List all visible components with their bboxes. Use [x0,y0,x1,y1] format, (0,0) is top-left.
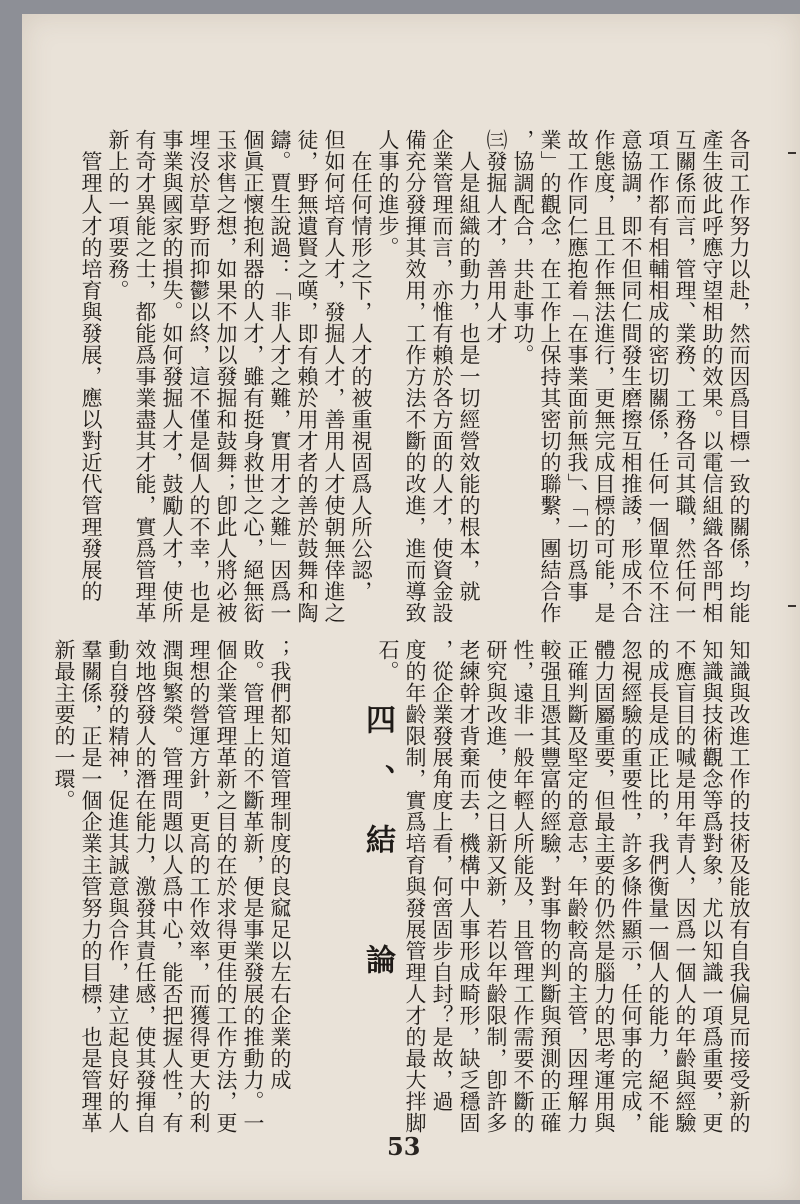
text-column-top: 各司工作努力以赴，然而因爲目標一致的關係，均能 產生彼此呼應守望相助的效果。以電信組織各部門相 互關係而言，管理、業務、工務各司其職，然任何一 項工作都有相輔相成的密切關係，任何一個單位不注 意協調，即不但同仁間發生磨擦互相推諉，形成不合 作態度，且工作無法進行，更無完成目標的可能，是 故工作同仁應抱着「在事業面前無我」、「一切爲事 業」的觀念，在工作上保持其密切的聯繫，團結合作 ，協調配合，共赴事功。 ㈢發掘人才，善用人才 人是組織的動力，也是一切經營效能的根本，就 企業管理而言，亦惟有賴於各方面的人才，使資金設 備充分發揮其效用，工作方法不斷的改進，進而導致 人事的進步。 在任何情形之下，人才的被重視固爲人所公認， 但如何培育人才，發掘人才，善用人才使朝無倖進之 徒，野無遺賢之嘆，即有賴於用才者的善於鼓舞和陶 鑄。賈生說過：「非人才之難，實用才之難」因爲一 個眞正懷抱利器的人才，雖有挺身救世之心，絕無衒 玉求售之想，如果不加以發掘和鼓舞；卽此人將必被 埋沒於草野而抑鬱以終，這不僅是個人的不幸，也是 事業與國家的損失。如何發掘人才，鼓勵人才，使所 有奇才異能之士，都能爲事業盡其才能，實爲管理革 新上的一項要務。 管理人才的培育與發展，應以對近代管理發展的 [79,129,751,624]
edge-mark-middle [788,605,796,607]
edge-mark-top [788,152,796,154]
section-heading: 四、結 論 [360,704,395,1004]
text-column-bottom: 知識與改進工作的技術及能放有自我偏見而接受新的 知識與技術觀念等爲對象，尤以知識一項爲重要，更 不應盲目的喊是用年青人，因爲一個人的年齡與經驗 的成長是成正比的，我們衡量一個人的能力，絕不能 忽視經驗的重要性，許多條件顯示，任何事的完成， 體力固屬重要，但最主要的仍然是腦力的思考運用與 正確判斷及堅定的意志，年齡較高的主管，因理解力 較强且憑其豐富的經驗，對事物的判斷與預測的正確 性，遠非一般年輕人所能及，且管理工作需要不斷的 研究與改進，使之日新又新，若以年齡限制，卽許多 老練幹才背棄而去，機構中人事形成畸形，缺乏穩固 ，從企業發展角度上看，何啻固步自封？是故，過 度的年齡限制，實爲培育與發展管理人才的最大拌脚 石。 ；我們都知道管理制度的良窳足以左右企業的成 敗。管理上的不斷革新，便是事業發展的推動力。一 個企業管理革新之目的在於求得更佳的工作方法，更 理想的營運方針，更高的工作效率，而獲得更大的利 潤與繁榮。管理問題以人爲中心，能否把握人性，有 效地啓發人的潛在能力，激發其責任感，使其發揮自 動自發的精神，促進其誠意與合作，建立起良好的人 羣關係，正是一個企業主管努力的目標，也是管理革 新最主要的一環。 [52,639,751,1134]
document-page [22,14,800,1200]
page-number: 53 [387,1132,421,1161]
